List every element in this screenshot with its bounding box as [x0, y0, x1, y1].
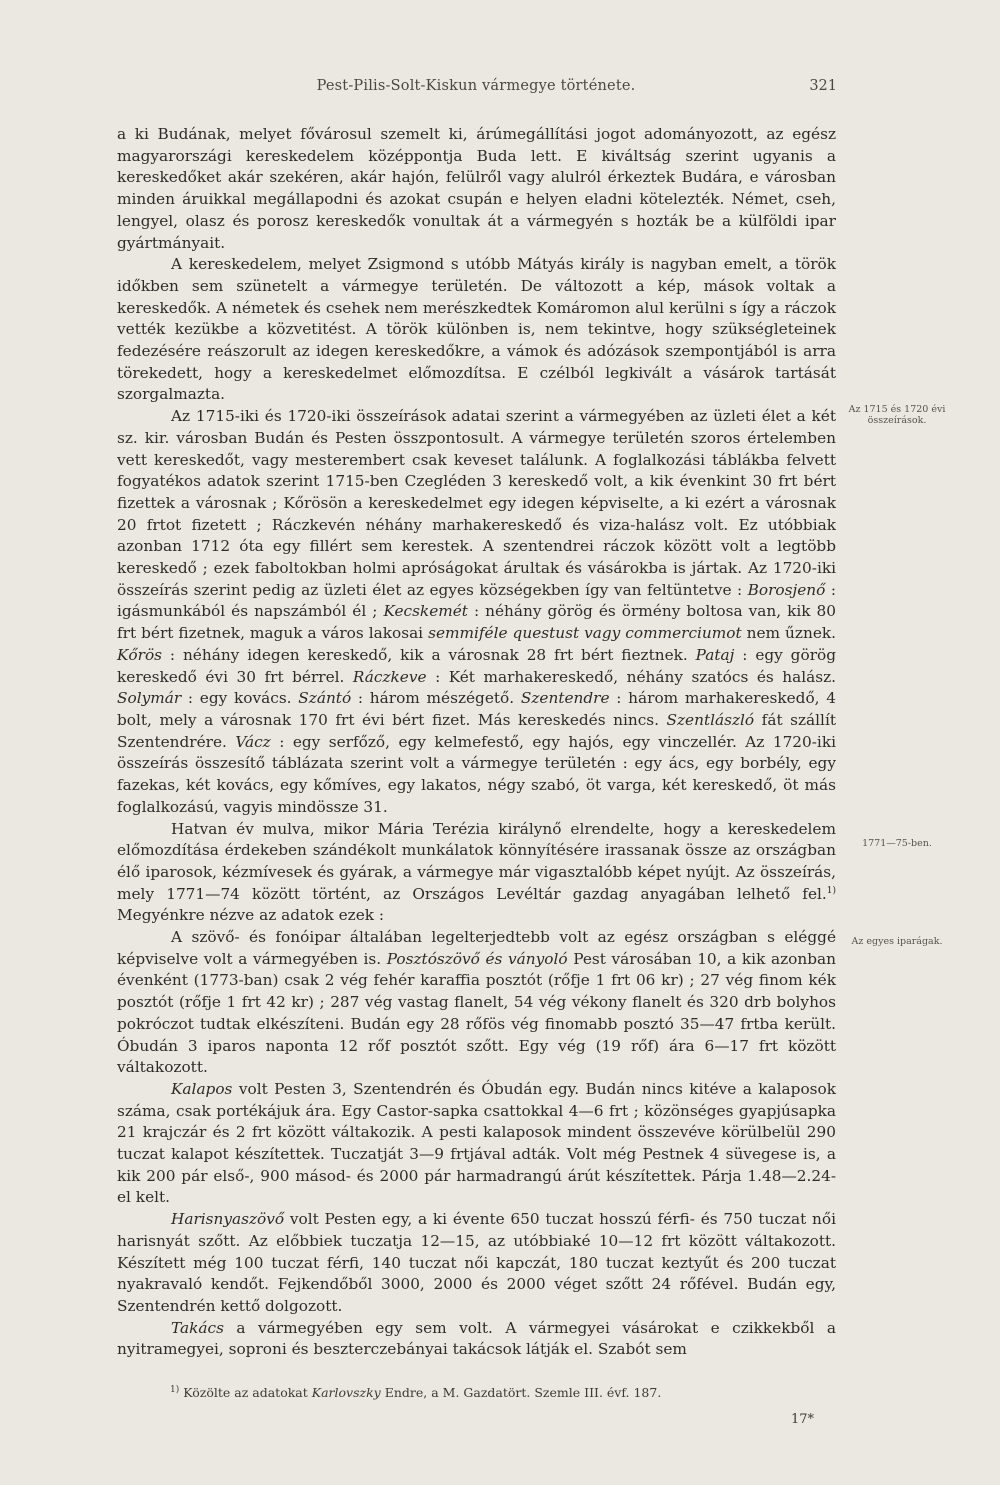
- paragraph: [117, 819, 836, 928]
- text-run: : igásmunkából és napszámból él ;: [117, 580, 836, 621]
- body-text: [117, 124, 836, 1361]
- paragraph: [117, 406, 836, 818]
- text-run: : Két marhakereskedő, néhány szatócs és halász.: [426, 667, 837, 686]
- margin-note-1715-1720: Az 1715 és 1720 évi összeírások.: [848, 404, 946, 426]
- text-run: a vármegyében egy sem volt. A vármegyei vásárokat e czikkekből a nyitramegyei, soproni és beszterczebányai takácsok látják el. Szabót sem: [117, 1318, 836, 1359]
- text-run: fát szállít Szentendrére.: [117, 710, 836, 751]
- footnote-text-before: Közölte az adatokat: [179, 1385, 312, 1400]
- paragraph: [117, 124, 836, 254]
- text-run: : néhány görög és örmény boltosa van, kik 80 frt bért fizetnek, maguk a város lakosai: [117, 602, 837, 643]
- footnote-author: Karlovszky: [311, 1385, 381, 1400]
- page-number: 321: [809, 78, 837, 94]
- italic-term: Szántó: [298, 689, 352, 708]
- text-run: nem űznek.: [741, 624, 837, 643]
- italic-term: Kecskemét: [383, 602, 468, 621]
- margin-note-1771-75: 1771—75-ben.: [862, 838, 932, 849]
- text-run: : három mészégető.: [351, 689, 521, 708]
- footnote: [170, 1385, 790, 1401]
- margin-note-iparagak: Az egyes iparágak.: [851, 936, 943, 947]
- italic-term: Ráczkeve: [352, 667, 427, 686]
- paragraph: [117, 1209, 836, 1318]
- text-run: Megyénkre nézve az adatok ezek :: [117, 906, 385, 925]
- text-run: : egy kovács.: [181, 689, 299, 708]
- italic-term: Szentendre: [520, 689, 610, 708]
- paragraph: [117, 1079, 836, 1209]
- italic-term: Takács: [171, 1318, 224, 1337]
- running-header: [115, 78, 837, 100]
- footnote-text-after: Endre, a M. Gazdatört. Szemle III. évf. 187.: [380, 1385, 662, 1400]
- text-run: : egy görög kereskedő évi 30 frt bérrel.: [117, 645, 837, 686]
- text-run: : néhány idegen kereskedő, kik a városnak 28 frt bért fieztnek.: [162, 645, 696, 664]
- italic-term: Solymár: [117, 689, 182, 708]
- text-run: : három marhakereskedő, 4 bolt, mely a városnak 170 frt évi bért fizet. Más kereskedés nincs.: [117, 689, 837, 729]
- italic-term: semmiféle questust vagy commerciumot: [428, 624, 742, 643]
- footnote-mark: 1): [170, 1384, 180, 1395]
- text-run: volt Pesten 3, Szentendrén és Óbudán egy. Budán nincs kitéve a kalaposok száma, csak portékájuk ára. Egy Castor-sapka csattokkal 4—6 frt ; közönséges gyapjúsapka 21 krajczár és 2 frt között váltakozik. A pesti kalaposok mindent összevéve körülbelül 290 tuczat kalapot készítettek. Tuczatját 3—9 frtjával adták. Volt még Pestnek 4 süvegese is, a kik 200 pár első-, 900 másod- és 2000 pár harmadrangú árút készítettek. Párja 1.48—2.24-el kelt.: [117, 1079, 836, 1207]
- italic-term: Vácz: [235, 732, 271, 751]
- italic-term: Szentlászló: [666, 710, 755, 729]
- italic-term: Posztószövő és ványoló: [386, 949, 568, 968]
- text-run: Pest városában 10, a kik azonban évenként (1773-ban) csak 2 vég fehér karaffia posztót (rőfje 1 frt 06 kr) ; 27 vég finom kék posztót (rőfje 1 frt 42 kr) ; 287 vég vastag flanelt, 54 vég vékony flanelt és 320 drb bolyhos pokróczot tudtak elkészíteni. Budán egy 28 rőfös vég finomabb posztó 35—47 frtba került. Óbudán 3 iparos naponta 12 rőf posztót szőtt. Egy vég (19 rőf) ára 6—17 frt között váltakozott.: [117, 949, 836, 1077]
- text-run: a ki Budának, melyet fővárosul szemelt ki, árúmegállítási jogot adományozott, az egész magyarországi kereskedelem középpontja Buda lett. E kiváltság szerint ugyanis a kereskedőket akár szekéren, akár hajón, felülről vagy alulról érkeztek Budára, e városban minden áruikkal megállapodni és azokat csupán e helyen eladni kötelezték. Német, cseh, lengyel, olasz és porosz kereskedők vonultak át a vármegyén s hozták be a külföldi ipar gyártmányait.: [117, 125, 836, 252]
- text-run: Az 1715-iki és 1720-iki összeírások adatai szerint a vármegyében az üzleti élet a két sz. kir. városban Budán és Pesten összpontosult. A vármegye területén szoros értelemben vett kereskedőt, vagy mesterembert csak keveset találunk. A foglalkozási táblákba felvett fogyatékos adatok szerint 1715-ben Czegléden 3 kereskedő volt, a kik évenkint 30 frt bért fizettek a városnak ; Kőrösön a kereskedelmet egy idegen képviselte, a ki ezért a városnak 20 frtot fizetett ; Ráczkevén néhány marhakereskedő és viza-halász volt. Ez utóbbiak azonban 1712 óta egy fillért sem kerestek. A szentendrei ráczok között volt a legtöbb kereskedő ; ezek faboltokban holmi apróságokat árultak és vásárokba is jártak. Az 1720-iki összeírás szerint pedig az üzleti élet az egyes községekben így van feltüntetve :: [117, 407, 836, 599]
- paragraph: [117, 254, 836, 406]
- text-run: volt Pesten egy, a ki évente 650 tuczat hosszú férfi- és 750 tuczat női harisnyát szőtt. Az előbbiek tuczatja 12—15, az utóbbiaké 10—12 frt között váltakozott. Készített még 100 tuczat férfi, 140 tuczat női kapczát, 180 tuczat keztyűt és 200 tuczat nyakravaló kendőt. Fejkendőből 3000, 2000 és 2000 véget szőtt 24 rőfével. Budán egy, Szentendrén kettő dolgozott.: [117, 1210, 836, 1315]
- italic-term: Kőrös: [117, 645, 163, 664]
- paragraph: [117, 1318, 836, 1361]
- running-title: Pest-Pilis-Solt-Kiskun vármegye története.: [316, 78, 636, 94]
- italic-term: Harisnyaszövő: [171, 1210, 285, 1229]
- paragraph: [117, 927, 836, 1079]
- italic-term: Borosjenő: [747, 580, 826, 599]
- italic-term: Kalapos: [171, 1079, 233, 1098]
- text-run: : egy serfőző, egy kelmefestő, egy hajós, egy vinczellér. Az 1720-iki összeírás összesítő táblázata szerint volt a vármegye területén : egy ács, egy borbély, egy fazekas, két kovács, egy kőmíves, egy lakatos, négy szabó, öt varga, két kereskedő, öt más foglalkozású, vagyis mindössze 31.: [117, 732, 836, 816]
- footnote-ref: 1): [826, 885, 836, 896]
- printer-signature: 17*: [790, 1412, 814, 1427]
- text-run: Hatvan év mulva, mikor Mária Terézia királynő elrendelte, hogy a kereskedelem előmozdítása érdekeben szándékolt munkálatok könnyítésére irassanak össze az országban élő iparosok, kézmívesek és gyárak, a vármegye már vigasztalóbb képet nyújt. Az összeírás, mely 1771—74 között történt, az Országos Levéltár gazdag anyagában lelhető fel.: [117, 819, 836, 903]
- text-run: A kereskedelem, melyet Zsigmond s utóbb Mátyás király is nagyban emelt, a török időkben sem szünetelt a vármegye területén. De változott a kép, mások voltak a kereskedők. A németek és csehek nem merészkedtek Komáromon alul kerülni s így a ráczok vették kezükbe a közvetitést. A török különben is, nem tekintve, hogy szükségleteinek fedezésére reászorult az idegen kereskedőkre, a vámok és adózások szempontjából is arra törekedett, hogy a kereskedelmet előmozdítsa. E czélból legkivált a vásárok tartását szorgalmazta.: [117, 255, 836, 404]
- text-run: A szövő- és fonóipar általában legelterjedtebb volt az egész országban s eléggé képviselve volt a vármegyében is.: [117, 928, 836, 968]
- italic-term: Pataj: [695, 645, 735, 664]
